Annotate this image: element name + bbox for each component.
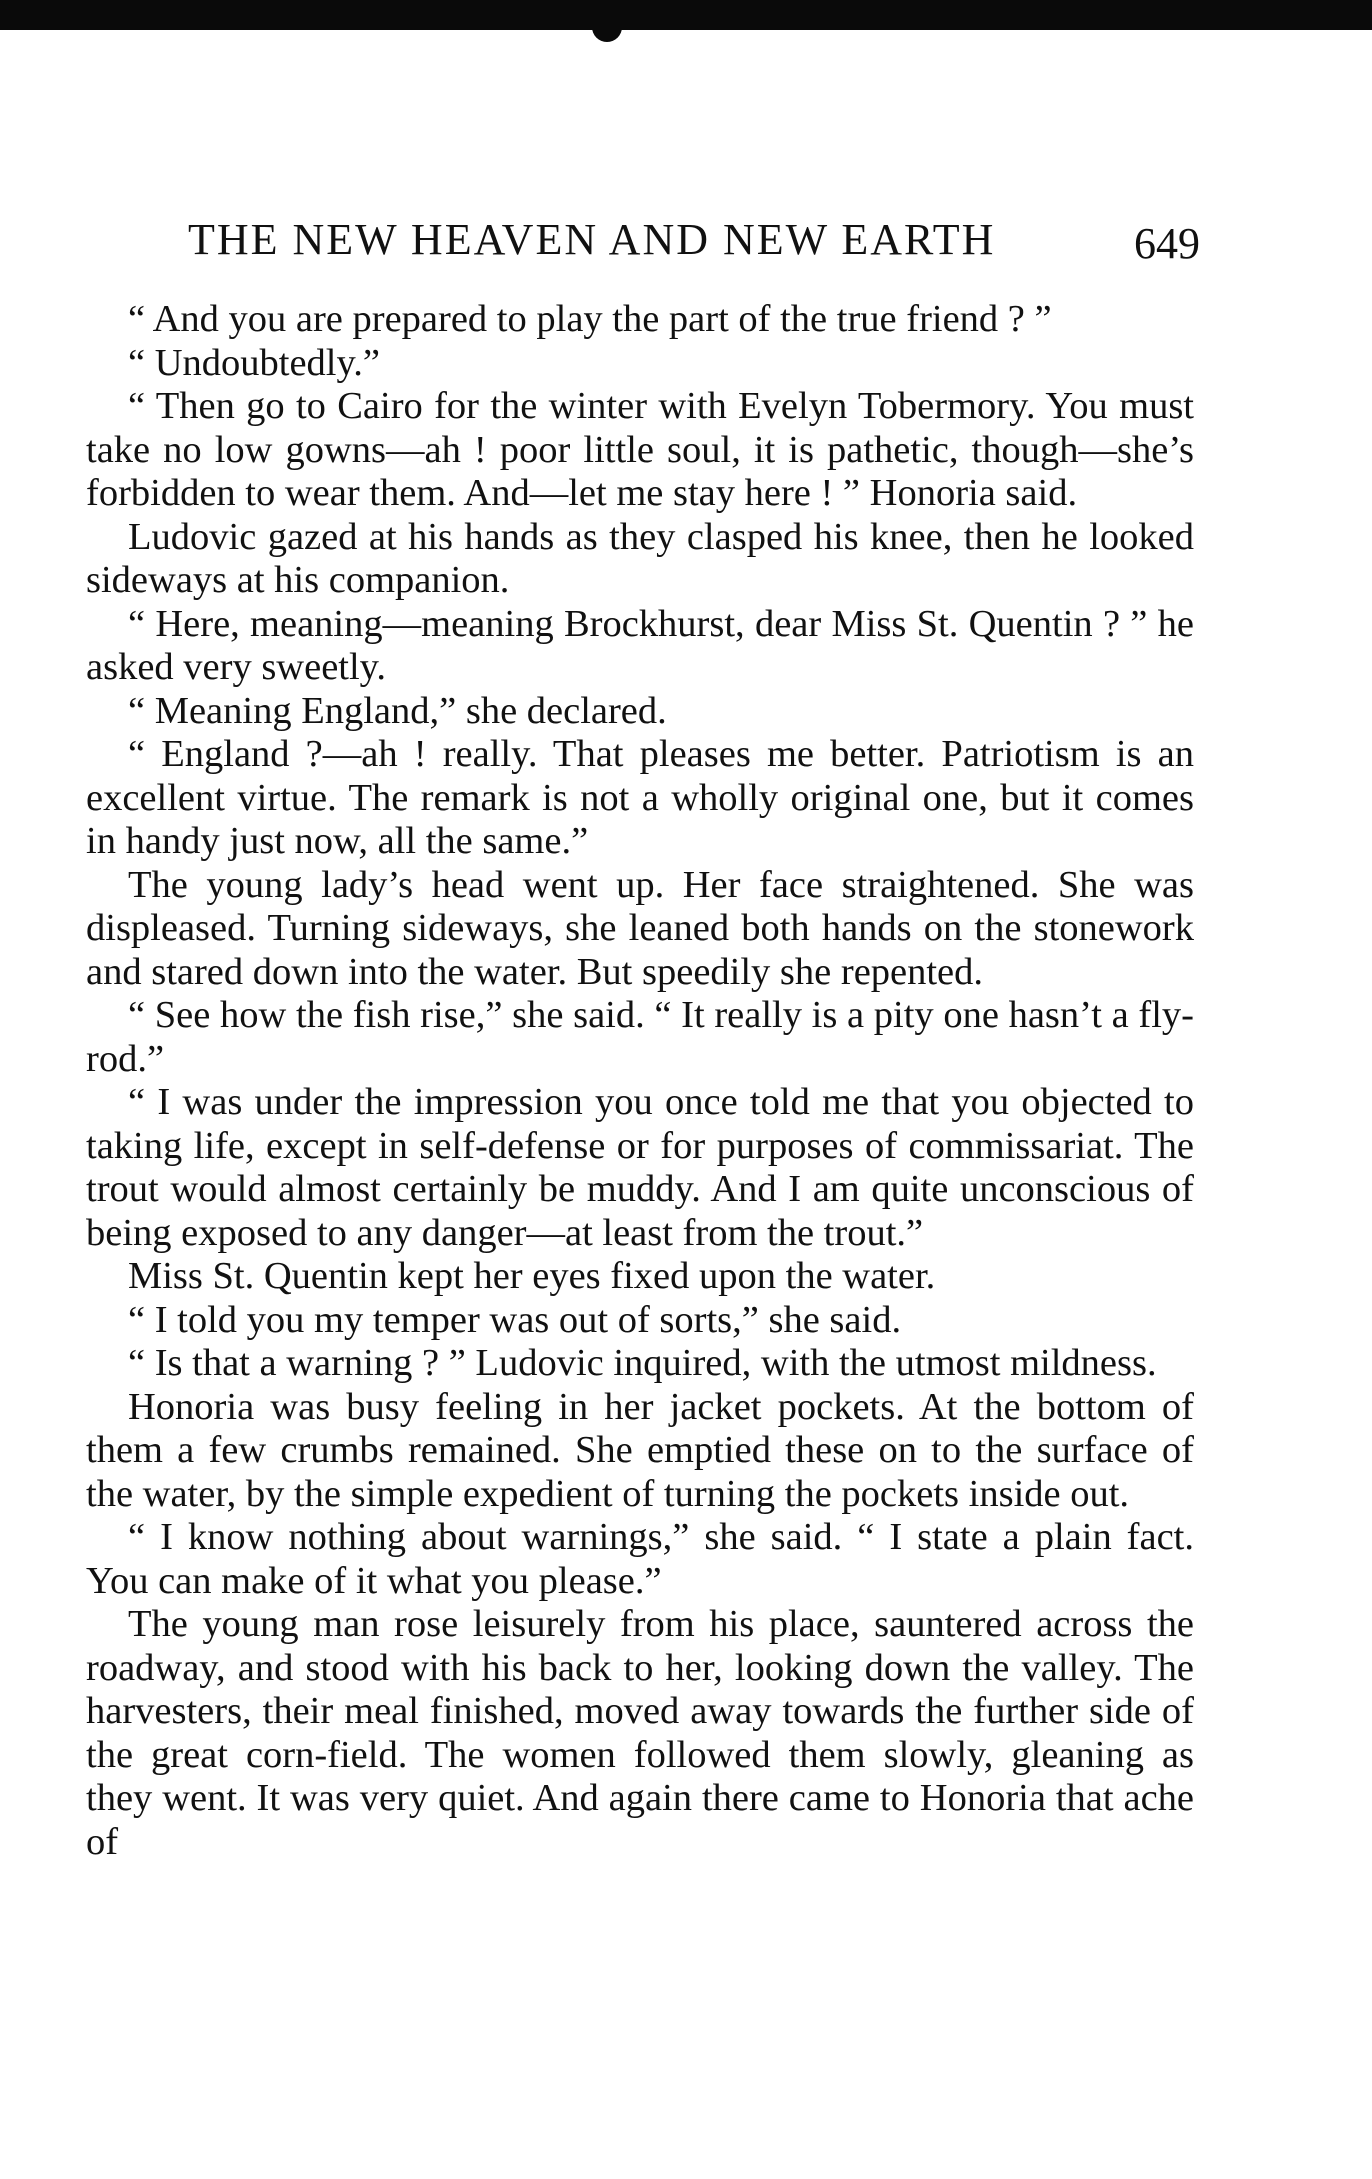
paragraph: Ludovic gazed at his hands as they clasped his knee, then he looked sideways at his companion. [86,515,1194,601]
paragraph: “ See how the fish rise,” she said. “ It really is a pity one hasn’t a fly-rod.” [86,994,1194,1080]
paragraph: “ Here, meaning—meaning Brockhurst, dear Miss St. Quentin ? ” he asked very sweetly. [86,602,1194,688]
scan-top-edge [0,0,1372,30]
paragraph: “ Meaning England,” she declared. [128,689,667,732]
paragraph: “ And you are prepared to play the part of the true friend ? ” [128,298,1052,340]
page-number: 649 [1134,219,1200,268]
paragraph: “ England ?—ah ! really. That pleases me better. Patriotism is an excellent virtue. The remark is not a wholly original one, but it comes in handy just now, all the same.” [86,733,1194,862]
body-text [86,298,1194,1864]
scan-binding-mark [592,26,622,42]
paragraph: Miss St. Quentin kept her eyes fixed upon the water. [128,1255,936,1297]
running-title: THE NEW HEAVEN AND NEW EARTH [188,215,996,264]
paragraph: “ Then go to Cairo for the winter with Evelyn Tobermory. You must take no low gowns—ah ! poor little soul, it is pathetic, though—she’s forbidden to wear them. And—let me stay here ! ” Honoria said. [86,385,1194,514]
paragraph: “ I was under the impression you once told me that you objected to taking life, except in self-defense or for purposes of commissariat. The trout would almost certainly be muddy. And I am quite unconscious of being exposed to any danger—at least from the trout.” [86,1081,1194,1254]
paragraph: Honoria was busy feeling in her jacket pockets. At the bottom of them a few crumbs remained. She emptied these on to the surface of the water, by the simple expedient of turning the pockets inside out. [86,1385,1194,1515]
paragraph: The young man rose leisurely from his place, sauntered across the roadway, and stood with his back to her, looking down the valley. The harvesters, their meal finished, moved away towards the further side of the great corn-field. The women followed them slowly, gleaning as they went. It was very quiet. And again there came to Honoria that ache of [86,1603,1194,1863]
paragraph: “ Is that a warning ? ” Ludovic inquired, with the utmost mildness. [128,1342,1157,1384]
running-head [188,210,1200,270]
paragraph: “ I told you my temper was out of sorts,” she said. [128,1298,902,1341]
paragraph: “ Undoubtedly.” [128,341,380,384]
paragraph: “ I know nothing about warnings,” she said. “ I state a plain fact. You can make of it what you please.” [86,1516,1194,1602]
paragraph: The young lady’s head went up. Her face straightened. She was displeased. Turning sideways, she leaned both hands on the stonework and stared down into the water. But speedily she repented. [86,863,1194,993]
